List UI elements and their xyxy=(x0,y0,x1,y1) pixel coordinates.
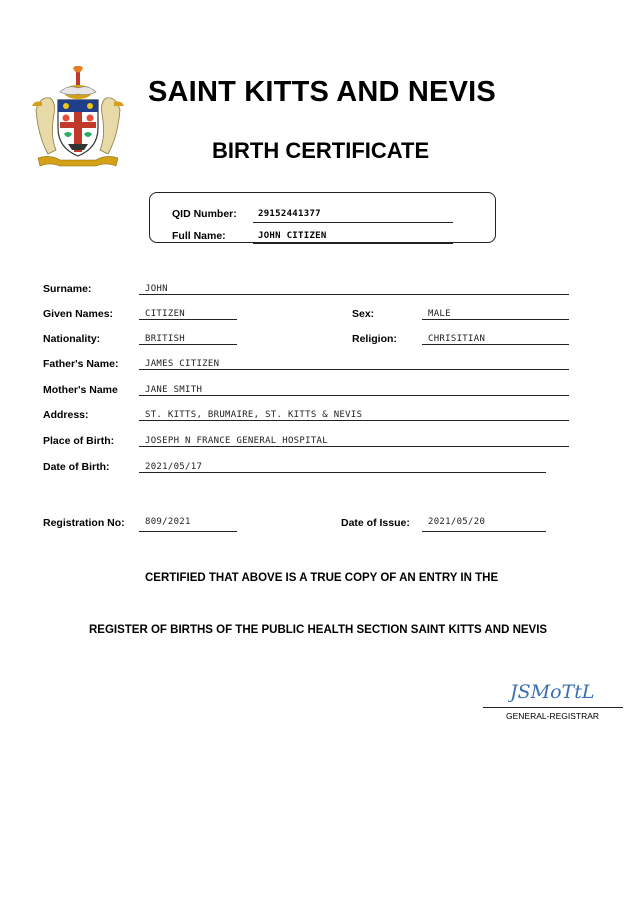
date-of-issue-value: 2021/05/20 xyxy=(428,517,486,527)
fullname-underline xyxy=(253,243,453,244)
qid-value: 29152441377 xyxy=(258,209,321,219)
religion-value: CHRISITIAN xyxy=(428,334,486,344)
place-of-birth-underline xyxy=(139,446,569,447)
surname-label: Surname: xyxy=(43,283,92,295)
fullname-value: JOHN CITIZEN xyxy=(258,231,327,241)
nationality-label: Nationality: xyxy=(43,333,101,345)
signature-line xyxy=(483,707,623,708)
qid-label: QID Number: xyxy=(172,208,237,220)
mother-value: JANE SMITH xyxy=(145,385,203,395)
father-value: JAMES CITIZEN xyxy=(145,359,220,369)
given-names-underline xyxy=(139,319,237,320)
sex-label: Sex: xyxy=(352,308,375,320)
sex-underline xyxy=(422,319,569,320)
father-label: Father's Name: xyxy=(43,358,119,370)
qid-underline xyxy=(253,222,453,223)
religion-label: Religion: xyxy=(352,333,397,345)
document-title: BIRTH CERTIFICATE xyxy=(212,138,430,163)
surname-value: JOHN xyxy=(145,284,168,294)
address-label: Address: xyxy=(43,409,89,421)
mother-label: Mother's Name xyxy=(43,384,118,396)
fullname-label: Full Name: xyxy=(172,230,226,242)
date-of-issue-label: Date of Issue: xyxy=(341,517,410,529)
registration-no-label: Registration No: xyxy=(43,517,125,529)
religion-underline xyxy=(422,344,569,345)
surname-underline xyxy=(139,294,569,295)
father-underline xyxy=(139,369,569,370)
place-of-birth-label: Place of Birth: xyxy=(43,435,115,447)
given-names-label: Given Names: xyxy=(43,308,114,320)
place-of-birth-value: JOSEPH N FRANCE GENERAL HOSPITAL xyxy=(145,436,328,446)
date-of-birth-underline xyxy=(139,472,546,473)
date-of-birth-value: 2021/05/17 xyxy=(145,462,203,472)
registration-no-underline xyxy=(139,531,237,532)
country-title: SAINT KITTS AND NEVIS xyxy=(148,76,496,108)
sex-value: MALE xyxy=(428,309,451,319)
svg-text:JSMoTtL: JSMoTtL xyxy=(510,681,595,703)
mother-underline xyxy=(139,395,569,396)
address-underline xyxy=(139,420,569,421)
registration-no-value: 809/2021 xyxy=(145,517,191,527)
registrar-signature xyxy=(508,676,598,706)
registrar-title: GENERAL-REGISTRAR xyxy=(506,711,600,721)
certification-line-2: REGISTER OF BIRTHS OF THE PUBLIC HEALTH SECTION SAINT KITTS AND NEVIS xyxy=(89,624,548,636)
given-names-value: CITIZEN xyxy=(145,309,186,319)
nationality-underline xyxy=(139,344,237,345)
date-of-issue-underline xyxy=(422,531,546,532)
address-value: ST. KITTS, BRUMAIRE, ST. KITTS & NEVIS xyxy=(145,410,363,420)
date-of-birth-label: Date of Birth: xyxy=(43,461,110,473)
coat-of-arms-icon xyxy=(30,66,126,172)
nationality-value: BRITISH xyxy=(145,334,186,344)
certification-line-1: CERTIFIED THAT ABOVE IS A TRUE COPY OF AN ENTRY IN THE xyxy=(145,572,499,584)
